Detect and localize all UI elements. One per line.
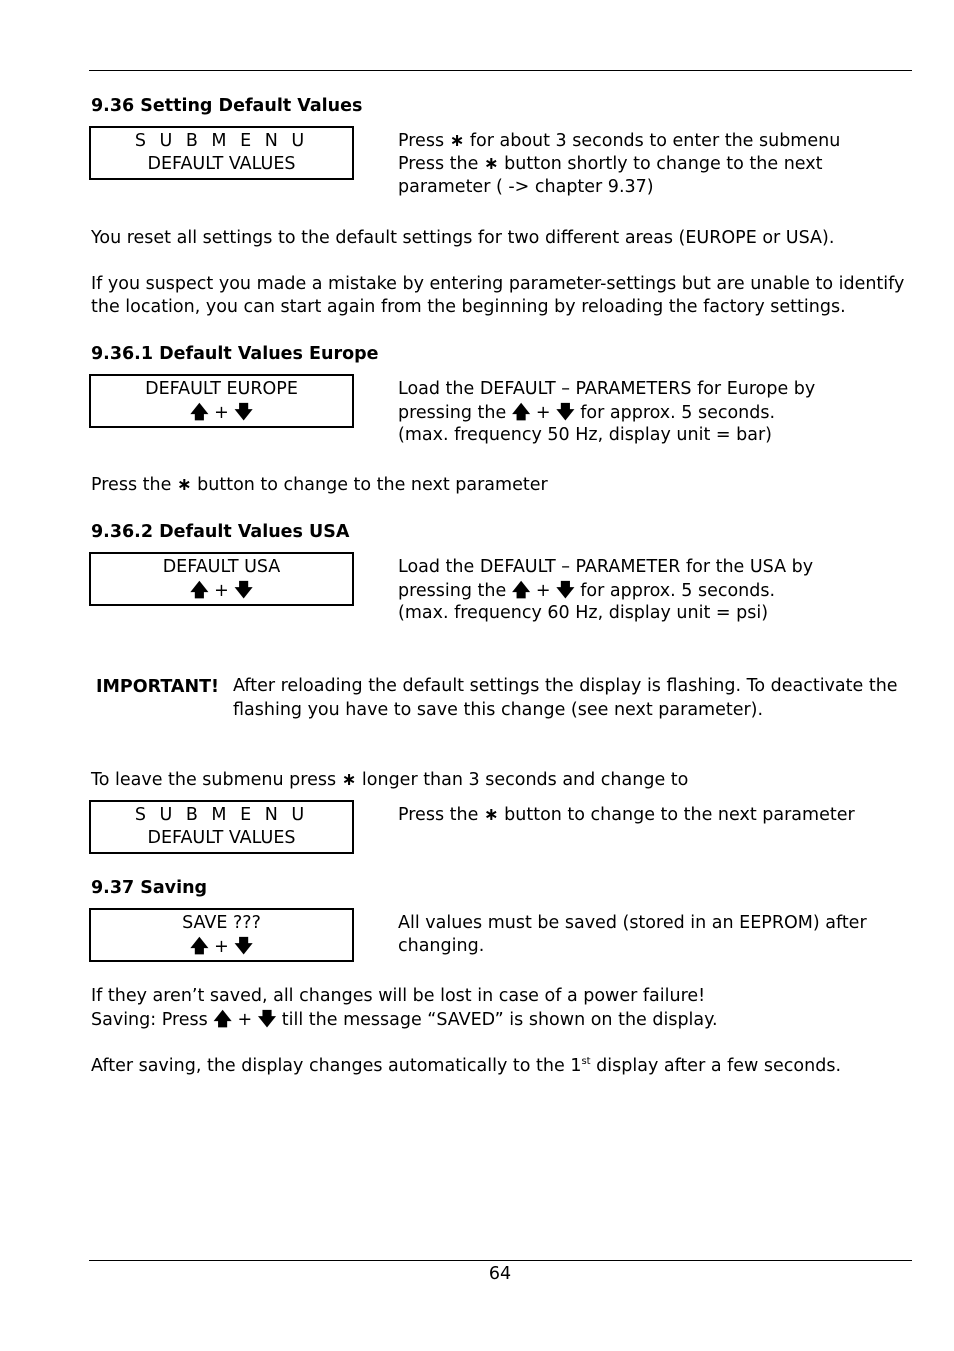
arrow-up-icon: 🡅	[511, 580, 531, 601]
important-text: flashing you have to save this change (see next parameter).	[233, 700, 764, 720]
top-rule	[89, 70, 912, 71]
lcd-line: DEFAULT USA	[162, 557, 281, 577]
paragraph-saving: Saving: Press 🡅 + 🡇 till the message “SAVED” is shown on the display.	[91, 1009, 718, 1030]
paragraph-mistake: the location, you can start again from the beginning by reloading the factory settings.	[91, 297, 846, 317]
important-label: IMPORTANT!	[96, 677, 220, 697]
important-text: After reloading the default settings the display is flashing. To deactivate the	[233, 676, 898, 696]
star-icon: ∗	[483, 805, 499, 825]
desc-line: Press ∗ for about 3 seconds to enter the submenu	[398, 131, 841, 151]
bottom-rule	[89, 1260, 912, 1261]
desc-line: Press the ∗ button to change to the next parameter	[398, 805, 855, 825]
arrow-up-icon: 🡅	[190, 580, 209, 601]
desc-line: (max. frequency 50 Hz, display unit = bar)	[398, 425, 772, 445]
lcd-line: DEFAULT EUROPE	[145, 379, 298, 399]
page-number: 64	[488, 1264, 512, 1284]
heading-9-36-1: 9.36.1 Default Values Europe	[91, 344, 379, 364]
star-icon: ∗	[449, 131, 465, 151]
arrow-up-icon: 🡅	[511, 402, 531, 423]
arrow-down-icon: 🡇	[556, 580, 575, 601]
paragraph-press-next: Press the ∗ button to change to the next parameter	[91, 475, 548, 495]
paragraph-leave-submenu: To leave the submenu press ∗ longer than 3 seconds and change to	[91, 770, 689, 790]
lcd-line: S U B M E N U	[134, 131, 309, 151]
lcd-line: 🡅 + 🡇	[190, 402, 253, 423]
lcd-default-usa	[89, 552, 354, 606]
arrow-down-icon: 🡇	[556, 402, 575, 423]
desc-line: pressing the 🡅 + 🡇 for approx. 5 seconds.	[398, 402, 776, 423]
paragraph-mistake: If you suspect you made a mistake by entering parameter-settings but are unable to identify	[91, 274, 905, 294]
heading-9-36-2: 9.36.2 Default Values USA	[91, 522, 350, 542]
desc-line: All values must be saved (stored in an EEPROM) after	[398, 913, 867, 933]
lcd-save	[89, 908, 354, 962]
arrow-up-icon: 🡅	[190, 402, 209, 423]
lcd-line: DEFAULT VALUES	[147, 154, 296, 174]
paragraph-reset: You reset all settings to the default settings for two different areas (EUROPE or USA).	[91, 228, 835, 248]
lcd-line: 🡅 + 🡇	[190, 936, 253, 957]
desc-line: Press the ∗ button shortly to change to the next	[398, 154, 823, 174]
arrow-down-icon: 🡇	[234, 936, 253, 957]
desc-line: Load the DEFAULT – PARAMETER for the USA by	[398, 557, 814, 577]
heading-9-37: 9.37 Saving	[91, 878, 208, 898]
paragraph-not-saved: If they aren’t saved, all changes will be lost in case of a power failure!	[91, 986, 706, 1006]
arrow-down-icon: 🡇	[234, 580, 253, 601]
arrow-up-icon: 🡅	[190, 936, 209, 957]
star-icon: ∗	[176, 475, 192, 495]
paragraph-after-saving: After saving, the display changes automatically to the 1st display after a few seconds.	[91, 1056, 842, 1076]
lcd-submenu-default-values	[89, 800, 354, 854]
lcd-line: SAVE ???	[182, 913, 261, 933]
desc-line: pressing the 🡅 + 🡇 for approx. 5 seconds.	[398, 580, 776, 601]
star-icon: ∗	[341, 770, 357, 790]
lcd-line: S U B M E N U	[134, 805, 309, 825]
arrow-down-icon: 🡇	[234, 402, 253, 423]
star-icon: ∗	[483, 154, 499, 174]
arrow-up-icon: 🡅	[213, 1009, 232, 1030]
desc-line: changing.	[398, 936, 485, 956]
lcd-default-europe	[89, 374, 354, 428]
desc-line: parameter ( -> chapter 9.37)	[398, 177, 654, 197]
lcd-line: DEFAULT VALUES	[147, 828, 296, 848]
desc-line: Load the DEFAULT – PARAMETERS for Europe by	[398, 379, 816, 399]
desc-line: (max. frequency 60 Hz, display unit = psi)	[398, 603, 769, 623]
lcd-line: 🡅 + 🡇	[190, 580, 253, 601]
arrow-down-icon: 🡇	[257, 1009, 277, 1030]
lcd-submenu-default-values	[89, 126, 354, 180]
heading-9-36: 9.36 Setting Default Values	[91, 96, 363, 116]
